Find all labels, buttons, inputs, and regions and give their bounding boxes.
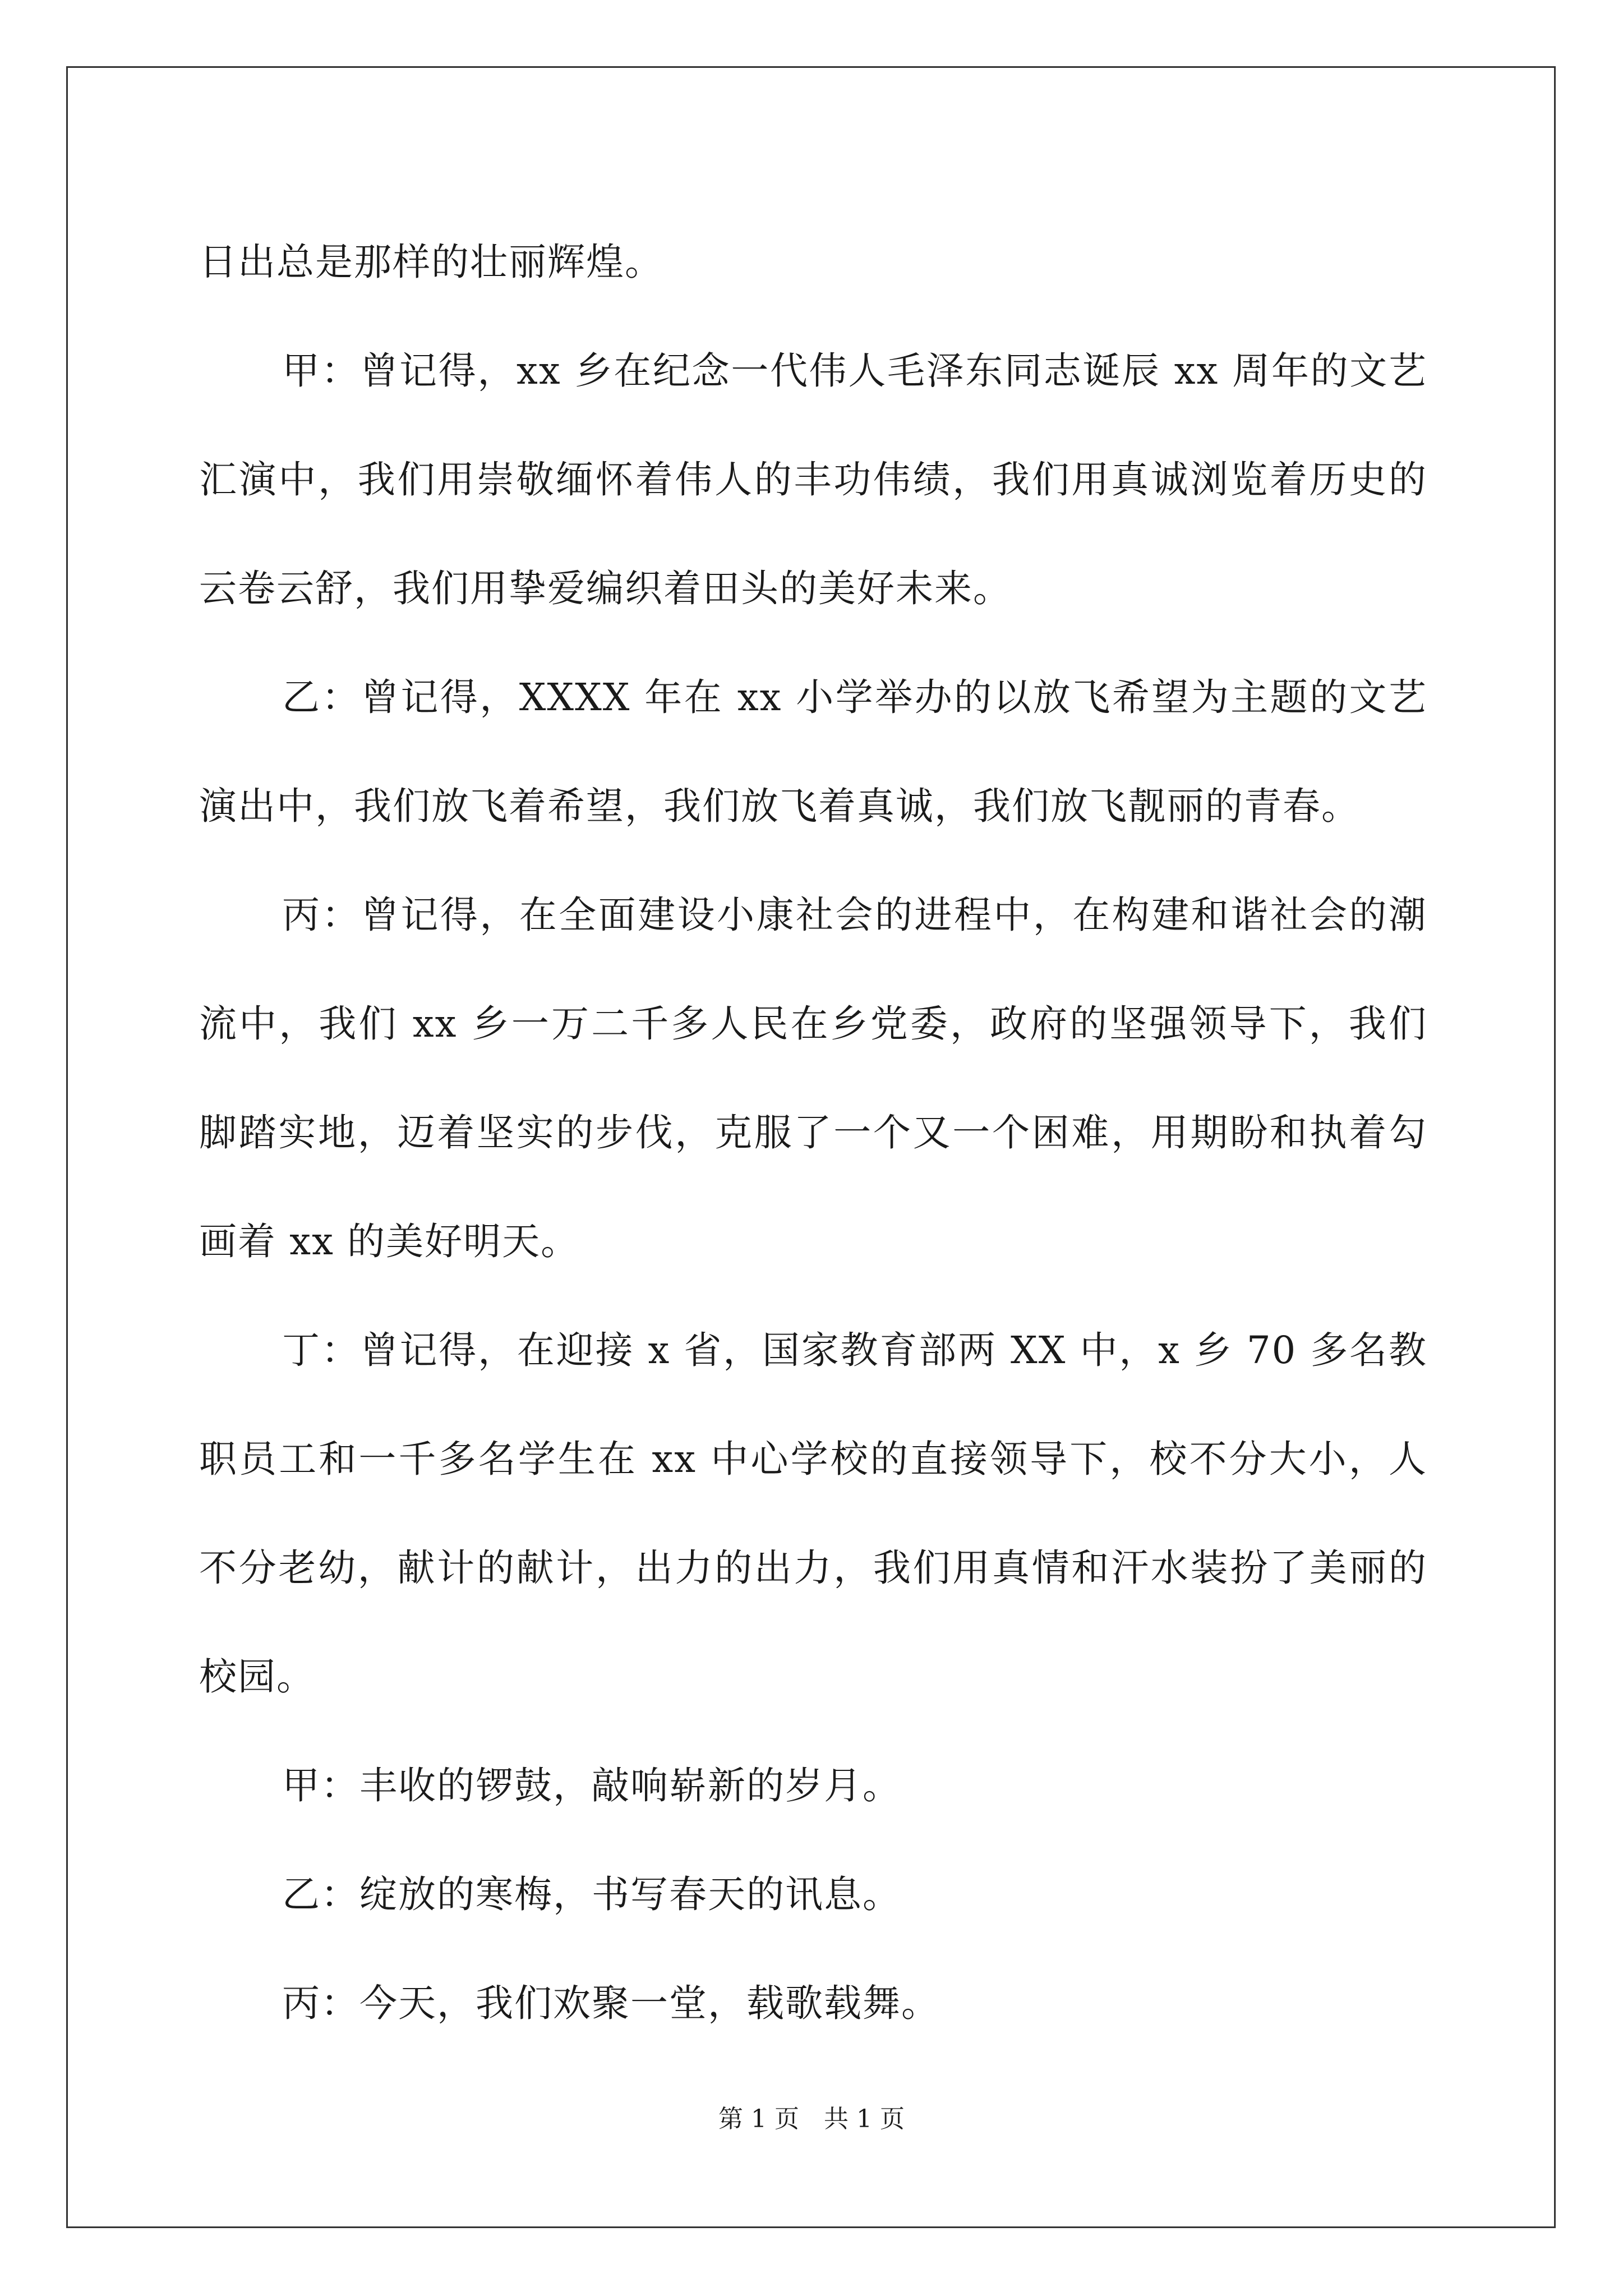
paragraph-5: 丁：曾记得，在迎接 x 省，国家教育部两 XX 中，x 乡 70 多名教职员工和一千多名学生在 xx 中心学校的直接领导下，校不分大小，人不分老幼，献计的献计，出力的出力，我们用真情和汗水装扮了美丽的校园。 xyxy=(199,1328,1427,1699)
paragraph-6: 甲：丰收的锣鼓，敲响崭新的岁月。 xyxy=(282,1764,901,1807)
paragraph-7: 乙：绽放的寒梅，书写春天的讯息。 xyxy=(282,1872,901,1916)
paragraph-2: 甲：曾记得，xx 乡在纪念一代伟人毛泽东同志诞辰 xx 周年的文艺汇演中，我们用崇敬缅怀着伟人的丰功伟绩，我们用真诚浏览着历史的云卷云舒，我们用挚爱编织着田头的美好未来。 xyxy=(199,349,1427,610)
paragraph-4: 丙：曾记得，在全面建设小康社会的进程中，在构建和谐社会的潮流中，我们 xx 乡一万二千多人民在乡党委，政府的坚强领导下，我们脚踏实地，迈着坚实的步伐，克服了一个又一个困难，用期盼和执着勾画着 xx 的美好明天。 xyxy=(199,893,1427,1263)
paragraph-3: 乙：曾记得，XXXX 年在 xx 小学举办的以放飞希望为主题的文艺演出中，我们放飞着希望，我们放飞着真诚，我们放飞靓丽的青春。 xyxy=(199,675,1427,828)
page-footer xyxy=(0,2102,1623,2136)
page-total: 共 1 页 xyxy=(824,2105,905,2133)
paragraph-1: 日出总是那样的壮丽辉煌。 xyxy=(199,240,663,284)
page-number: 第 1 页 xyxy=(718,2105,799,2133)
paragraph-8: 丙：今天，我们欢聚一堂，载歌载舞。 xyxy=(282,1981,940,2025)
document-body xyxy=(199,208,1427,2058)
